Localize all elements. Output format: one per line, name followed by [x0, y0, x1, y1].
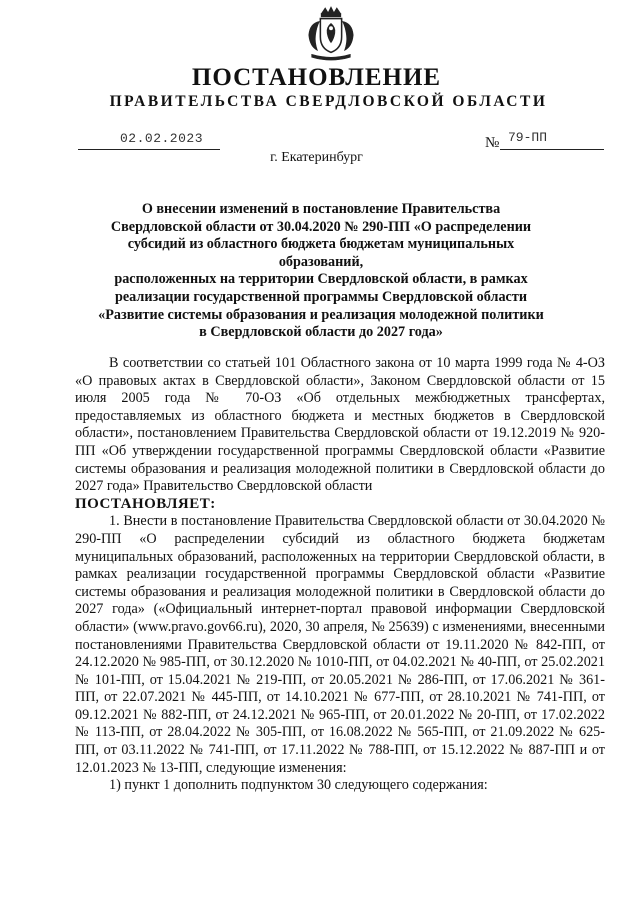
- preamble-paragraph: В соответствии со статьей 101 Областного закона от 10 марта 1999 года № 4-ОЗ «О правовых актах в Свердловской области», Законом Свердловской области от 15 июля 2005 года № 70-ОЗ «Об отдельных межбюджетных трансфертах, предоставляемых из областного бюджета и местных бюджетов в Свердловской области», постановлением Правительства Свердловской области от 19.12.2019 № 920-ПП «Об утверждении государственной программы Свердловской области «Развитие системы образования и реализация молодежной политики в Свердловской области до 2027 года» Правительство Свердловской области: [75, 355, 605, 495]
- heading-line: субсидий из областного бюджета бюджетам муниципальных образований,: [127, 236, 515, 270]
- document-heading: [86, 201, 556, 342]
- document-title: ПОСТАНОВЛЕНИЕ: [191, 64, 442, 91]
- city-name: г. Екатеринбург: [270, 150, 363, 165]
- coat-of-arms-emblem: [302, 6, 360, 64]
- heading-line: в Свердловской области до 2027 года»: [199, 324, 443, 341]
- document-date: 02.02.2023: [120, 131, 204, 146]
- subitem-1-paragraph: 1) пункт 1 дополнить подпунктом 30 следующего содержания:: [109, 777, 488, 794]
- heading-line: О внесении изменений в постановление Правительства: [141, 201, 501, 217]
- heading-line: Свердловской области от 30.04.2020 № 290-ПП «О распределении: [110, 218, 532, 235]
- item-1-paragraph: 1. Внести в постановление Правительства Свердловской области от 30.04.2020 № 290-ПП «О распределении субсидий из областного бюджета бюджетам муниципальных образований, расположенных на территории Свердловской области, в рамках реализации государственной программы Свердловской области «Развитие системы образования и реализация молодежной политики в Свердловской области до 2027 года» («Официальный интернет-портал правовой информации Свердловской области» (www.pravo.gov66.ru), 2020, 30 апреля, № 25639) с изменениями, внесенными постановлениями Правительства Свердловской области от 19.11.2020 № 842-ПП, от 24.12.2020 № 985-ПП, от 30.12.2020 № 1010-ПП, от 04.02.2021 № 40-ПП, от 25.02.2021 № 101-ПП, от 15.04.2021 № 219-ПП, от 20.05.2021 № 286-ПП, от 17.06.2021 № 361-ПП, от 22.07.2021 № 445-ПП, от 14.10.2021 № 677-ПП, от 28.10.2021 № 741-ПП, от 09.12.2021 № 882-ПП, от 24.12.2021 № 965-ПП, от 20.01.2022 № 20-ПП, от 17.02.2022 № 113-ПП, от 28.04.2022 № 305-ПП, от 16.08.2022 № 565-ПП, от 21.09.2022 № 625-ПП, от 03.11.2022 № 741-ПП, от 17.11.2022 № 788-ПП, от 15.12.2022 № 887-ПП и от 12.01.2023 № 13-ПП, следующие изменения:: [75, 513, 605, 776]
- document-body: [75, 355, 605, 795]
- document-subtitle: ПРАВИТЕЛЬСТВА СВЕРДЛОВСКОЙ ОБЛАСТИ: [109, 93, 548, 110]
- number-sign: №: [485, 135, 500, 151]
- heading-line: «Развитие системы образования и реализация молодежной политики: [98, 306, 544, 323]
- decree-word: ПОСТАНОВЛЯЕТ:: [75, 495, 216, 512]
- heading-line: расположенных на территории Свердловской области, в рамках: [114, 271, 528, 288]
- document-number: 79-ПП: [508, 130, 548, 145]
- heading-line: реализации государственной программы Свердловской области: [114, 288, 528, 305]
